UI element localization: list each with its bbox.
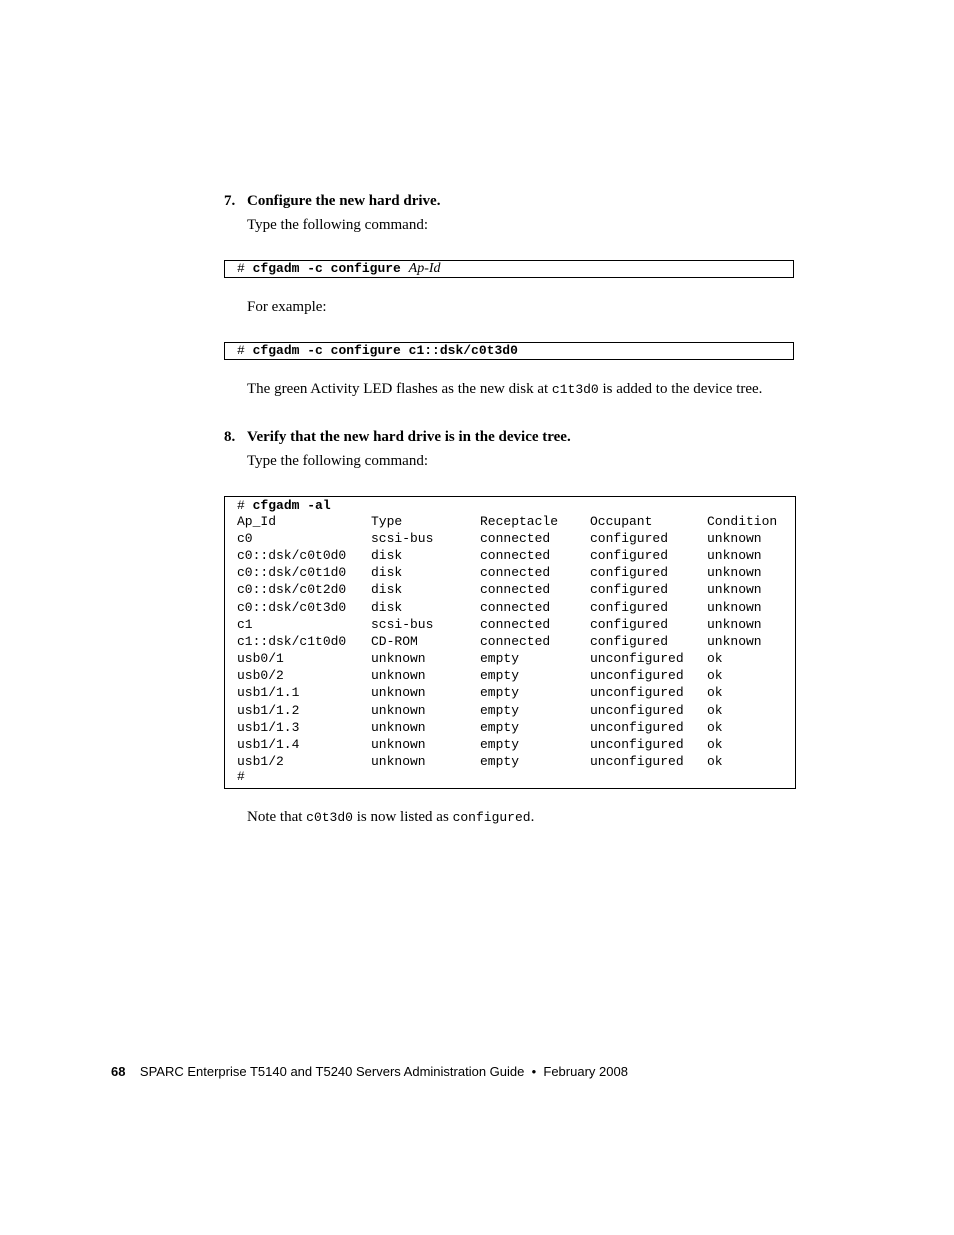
cell-ap-id: usb0/2	[237, 668, 284, 684]
cell-occupant: configured	[590, 531, 669, 546]
command-text: cfgadm -c configure c1::dsk/c0t3d0	[252, 343, 518, 358]
cell-condition: unknown	[707, 531, 762, 546]
step-7-heading: Configure the new hard drive.	[247, 193, 441, 209]
cell-type: disk	[371, 565, 403, 581]
cell-receptacle: connected	[480, 582, 551, 598]
output-row	[237, 753, 797, 770]
cell-type: disk	[371, 599, 403, 615]
step-7-number: 7.	[224, 193, 236, 209]
output-end-prompt: #	[237, 769, 245, 784]
cell-ap-id: usb1/1.2	[237, 702, 300, 718]
cell-type: CD-ROM	[371, 633, 418, 649]
command-box-configure	[224, 260, 794, 278]
cell-ap-id: c1::dsk/c1t0d0	[237, 633, 347, 649]
cell-type: scsi-bus	[371, 616, 434, 632]
cell-occupant: unconfigured	[590, 719, 684, 735]
step-7-intro: Type the following command:	[247, 217, 428, 233]
cell-type: unknown	[371, 685, 426, 701]
cell-occupant: configured	[590, 565, 669, 581]
cell-ap-id: c0::dsk/c0t1d0	[237, 565, 347, 581]
configured-note-text-end: .	[530, 809, 535, 825]
cell-receptacle: empty	[480, 685, 520, 701]
prompt: #	[237, 498, 245, 513]
cell-ap-id: c0::dsk/c0t0d0	[237, 548, 347, 564]
configured-note	[247, 808, 795, 827]
prompt: #	[237, 343, 245, 358]
prompt: #	[237, 261, 245, 276]
output-row	[237, 650, 797, 667]
output-row	[237, 564, 797, 581]
command-argument: Ap-Id	[408, 261, 441, 276]
configured-note-text: Note that	[247, 809, 307, 825]
cell-condition: unknown	[707, 599, 762, 615]
output-row	[237, 530, 797, 547]
footer-bullet: •	[531, 1064, 537, 1079]
output-row	[237, 547, 797, 564]
cell-ap-id: usb0/1	[237, 651, 284, 667]
cell-receptacle: connected	[480, 548, 551, 564]
cell-condition: unknown	[707, 582, 762, 598]
cell-condition: unknown	[707, 616, 762, 632]
cell-occupant: configured	[590, 582, 669, 598]
cfgadm-output-box	[224, 496, 796, 789]
output-row	[237, 684, 797, 701]
cell-occupant: unconfigured	[590, 651, 684, 667]
footer-title: SPARC Enterprise T5140 and T5240 Servers Administration Guide	[139, 1064, 525, 1079]
example-label: For example:	[247, 299, 327, 315]
header-occupant: Occupant	[590, 514, 653, 529]
cell-type: unknown	[371, 668, 426, 684]
cell-ap-id: usb1/1.1	[237, 685, 300, 701]
step-8-number: 8.	[224, 429, 236, 445]
output-row	[237, 616, 797, 633]
led-note	[247, 380, 795, 399]
cell-ap-id: c0::dsk/c0t2d0	[237, 582, 347, 598]
cell-ap-id: c1	[237, 616, 253, 632]
cell-occupant: configured	[590, 548, 669, 564]
cell-receptacle: empty	[480, 736, 520, 752]
led-note-text-end: is added to the device tree.	[598, 381, 763, 397]
header-receptacle: Receptacle	[480, 514, 559, 529]
cell-ap-id: c0::dsk/c0t3d0	[237, 599, 347, 615]
cell-occupant: configured	[590, 616, 669, 632]
header-condition: Condition	[707, 514, 778, 529]
cell-type: scsi-bus	[371, 531, 434, 546]
cell-type: unknown	[371, 702, 426, 718]
output-row	[237, 719, 797, 736]
cell-receptacle: empty	[480, 753, 520, 769]
footer-date: February 2008	[543, 1064, 628, 1079]
cell-occupant: configured	[590, 633, 669, 649]
header-ap-id: Ap_Id	[237, 514, 277, 529]
output-row	[237, 736, 797, 753]
cell-receptacle: empty	[480, 719, 520, 735]
cell-receptacle: connected	[480, 616, 551, 632]
cell-occupant: unconfigured	[590, 685, 684, 701]
output-row	[237, 599, 797, 616]
cell-ap-id: usb1/1.3	[237, 719, 300, 735]
configured-note-text-middle: is now listed as	[352, 809, 453, 825]
output-header-row	[237, 513, 797, 530]
command-text: cfgadm -al	[252, 498, 331, 513]
cell-type: unknown	[371, 651, 426, 667]
cell-ap-id: c0	[237, 531, 253, 546]
cell-occupant: unconfigured	[590, 668, 684, 684]
cell-condition: ok	[707, 651, 723, 667]
cell-ap-id: usb1/1.4	[237, 736, 300, 752]
cell-receptacle: connected	[480, 633, 551, 649]
cell-condition: unknown	[707, 548, 762, 564]
cell-occupant: unconfigured	[590, 753, 684, 769]
output-command-line	[237, 497, 331, 514]
cell-receptacle: empty	[480, 702, 520, 718]
cell-condition: ok	[707, 719, 723, 735]
cell-type: unknown	[371, 736, 426, 752]
cell-ap-id: usb1/2	[237, 753, 284, 769]
cell-type: unknown	[371, 753, 426, 769]
cell-condition: ok	[707, 668, 723, 684]
cell-occupant: unconfigured	[590, 702, 684, 718]
cell-occupant: configured	[590, 599, 669, 615]
cell-occupant: unconfigured	[590, 736, 684, 752]
cell-condition: unknown	[707, 633, 762, 649]
step-8-intro: Type the following command:	[247, 453, 428, 469]
cell-receptacle: connected	[480, 565, 551, 581]
cell-condition: ok	[707, 753, 723, 769]
cell-receptacle: connected	[480, 599, 551, 615]
cell-receptacle: empty	[480, 668, 520, 684]
output-row	[237, 581, 797, 598]
cell-condition: ok	[707, 685, 723, 701]
cell-condition: ok	[707, 736, 723, 752]
configured-note-code-device: c0t3d0	[306, 810, 353, 825]
cell-receptacle: empty	[480, 651, 520, 667]
cell-type: disk	[371, 548, 403, 564]
output-row	[237, 702, 797, 719]
step-8-heading: Verify that the new hard drive is in the device tree.	[247, 429, 571, 445]
cell-condition: ok	[707, 702, 723, 718]
configured-note-code-state: configured	[452, 810, 531, 825]
page-footer	[111, 1064, 628, 1080]
cell-condition: unknown	[707, 565, 762, 581]
cell-type: disk	[371, 582, 403, 598]
header-type: Type	[371, 514, 403, 529]
led-note-code: c1t3d0	[551, 382, 599, 397]
led-note-text: The green Activity LED flashes as the new disk at	[247, 381, 552, 397]
cell-type: unknown	[371, 719, 426, 735]
command-box-example	[224, 342, 794, 360]
command-text: cfgadm -c configure	[252, 261, 401, 276]
output-row	[237, 667, 797, 684]
cell-receptacle: connected	[480, 531, 551, 546]
page-number: 68	[111, 1064, 126, 1079]
output-row	[237, 633, 797, 650]
